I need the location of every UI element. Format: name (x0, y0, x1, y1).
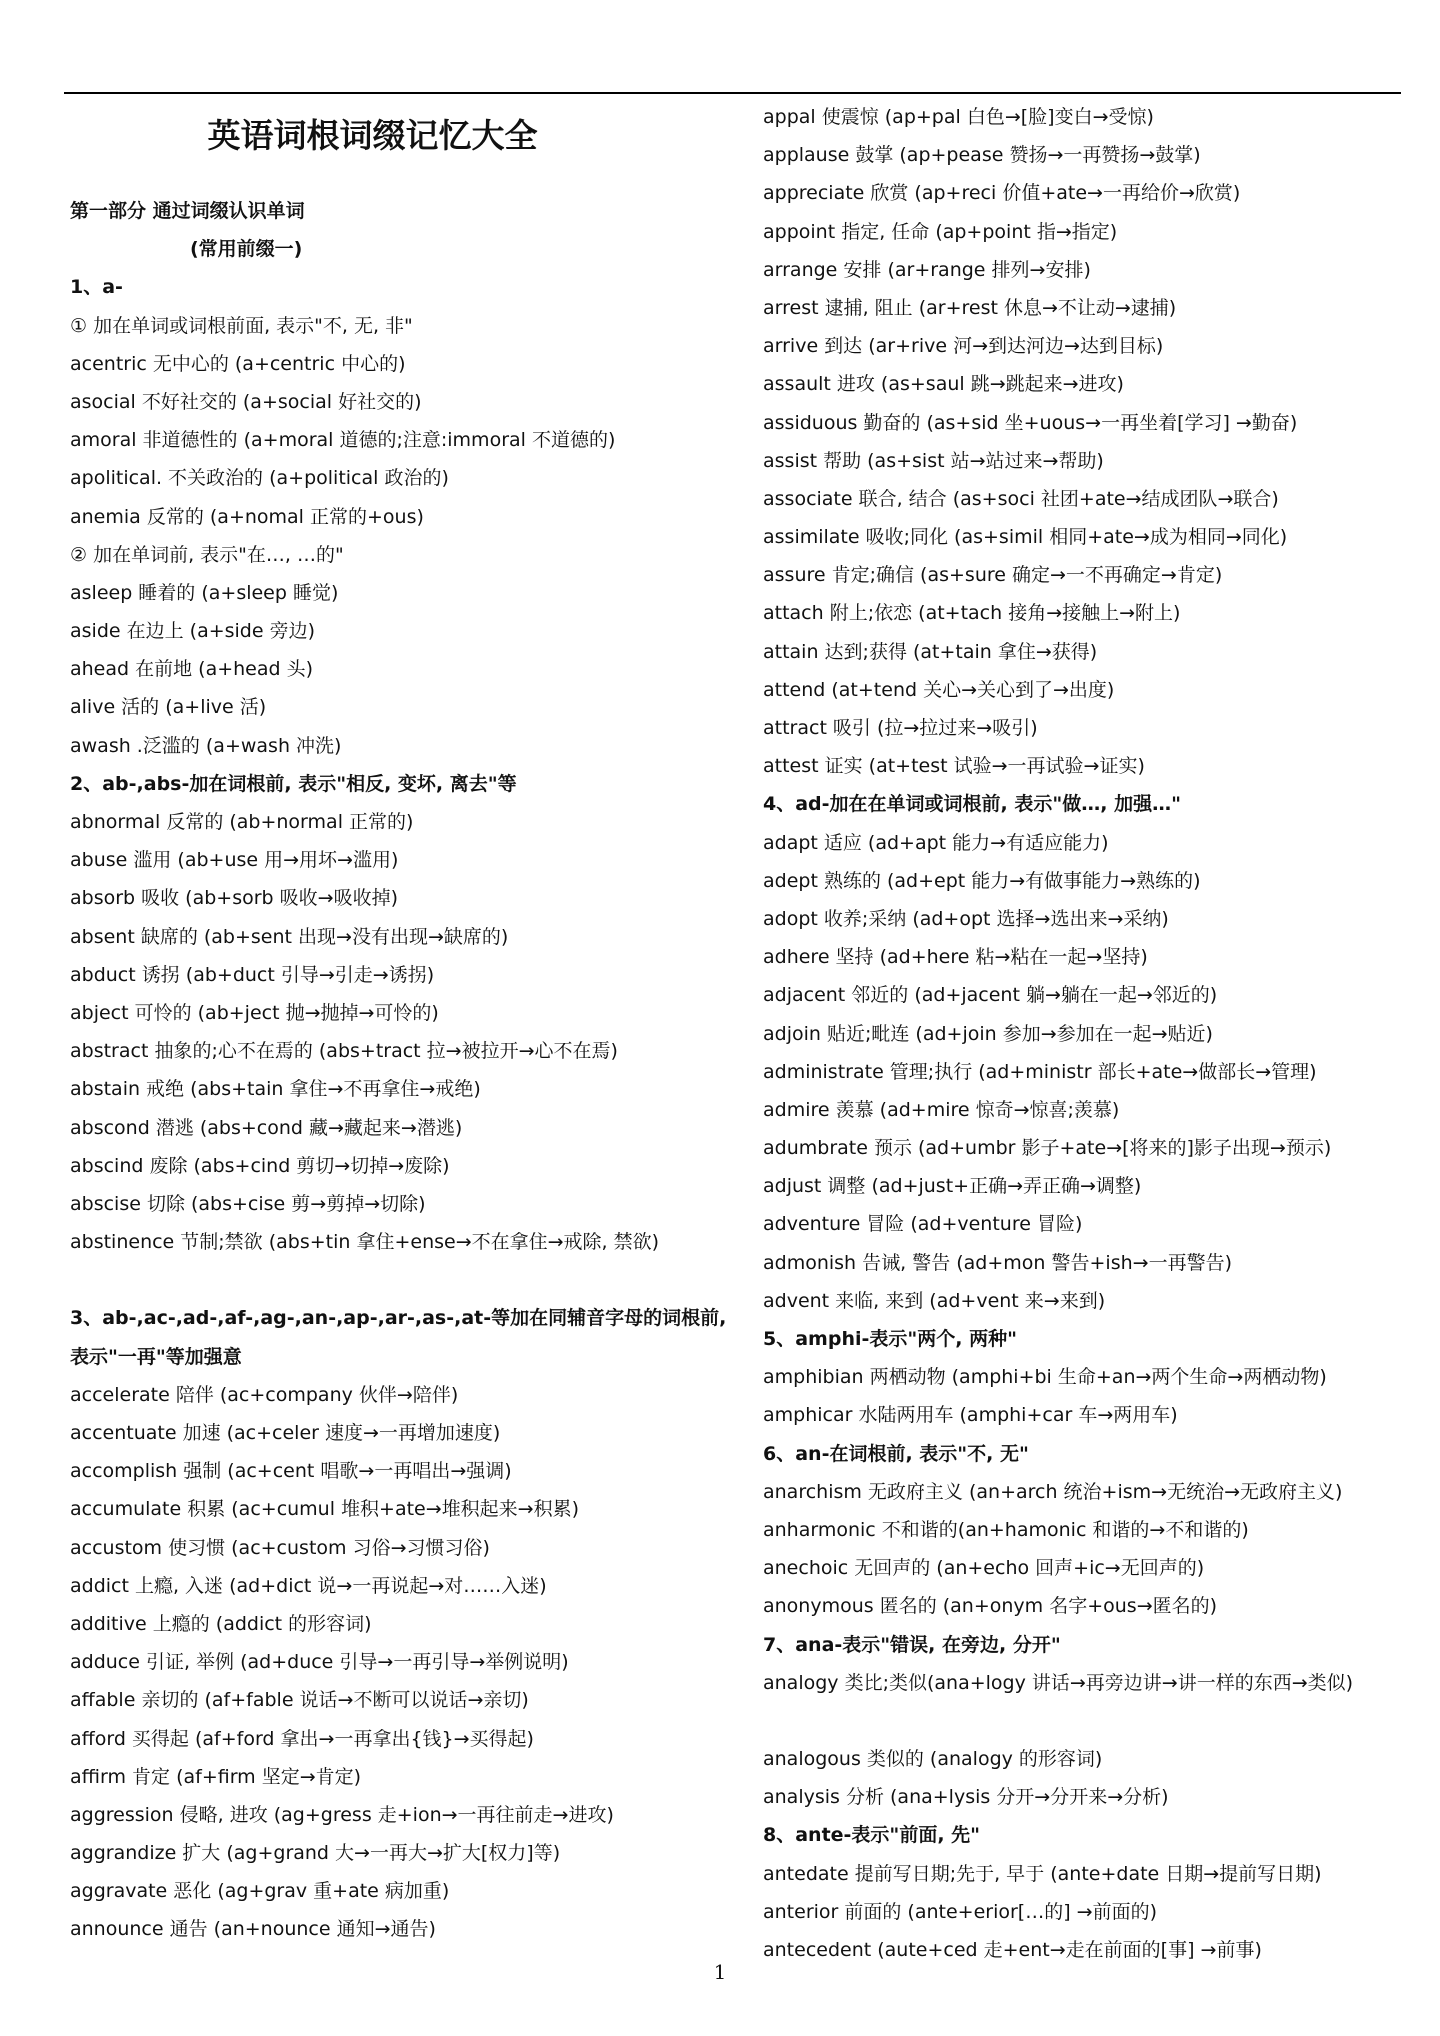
vocab-entry: analogous 类似的 (analogy 的形容词) (763, 1748, 1103, 1771)
vocab-entry: antecedent (aute+ced 走+ent→走在前面的[事] →前事) (763, 1939, 1262, 1962)
vocab-entry: abject 可怜的 (ab+ject 抛→抛掉→可怜的) (70, 1001, 439, 1024)
vocab-entry: adopt 收养;采纳 (ad+opt 选择→选出来→采纳) (763, 907, 1169, 930)
vocab-entry: adjust 调整 (ad+just+正确→弄正确→调整) (763, 1175, 1142, 1198)
vocab-entry: asocial 不好社交的 (a+social 好社交的) (70, 390, 422, 413)
vocab-entry: assist 帮助 (as+sist 站→站过来→帮助) (763, 449, 1104, 472)
vocab-entry: affable 亲切的 (af+fable 说话→不断可以说话→亲切) (70, 1689, 529, 1712)
vocab-entry: attend (at+tend 关心→关心到了→出度) (763, 678, 1115, 701)
vocab-entry: abscind 废除 (abs+cind 剪切→切掉→废除) (70, 1154, 450, 1177)
vocab-entry: appal 使震惊 (ap+pal 白色→[脸]变白→受惊) (763, 106, 1154, 128)
vocab-entry: arrive 到达 (ar+rive 河→到达河边→达到目标) (763, 335, 1164, 358)
vocab-entry: assiduous 勤奋的 (as+sid 坐+uous→一再坐着[学习] →勤奋) (763, 411, 1298, 434)
document-title: 英语词根词缀记忆大全 (207, 116, 538, 155)
vocab-entry: abuse 滥用 (ab+use 用→用坏→滥用) (70, 849, 399, 872)
vocab-entry: abstinence 节制;禁欲 (abs+tin 拿住+ense→不在拿住→戒除, 禁欲) (70, 1231, 660, 1254)
vocab-entry: associate 联合, 结合 (as+soci 社团+ate→结成团队→联合) (763, 487, 1279, 510)
vocab-entry: abscond 潜逃 (abs+cond 藏→藏起来→潜逃) (70, 1116, 463, 1139)
section-heading: 1、a- (70, 276, 123, 299)
vocab-entry: admire 羡慕 (ad+mire 惊奇→惊喜;羡慕) (763, 1098, 1120, 1121)
part-heading: 第一部分 通过词缀认识单词 (70, 200, 305, 222)
section-heading: 6、an-在词根前, 表示"不, 无" (763, 1442, 1029, 1465)
section-heading: 7、ana-表示"错误, 在旁边, 分开" (763, 1633, 1061, 1656)
vocab-entry: anonymous 匿名的 (an+onym 名字+ous→匿名的) (763, 1595, 1218, 1618)
vocab-entry: apolitical. 不关政治的 (a+political 政治的) (70, 467, 449, 490)
vocab-entry: addict 上瘾, 入迷 (ad+dict 说→一再说起→对……入迷) (70, 1574, 547, 1597)
section-heading: 3、ab-,ac-,ad-,af-,ag-,an-,ap-,ar-,as-,at-等加在同辅音字母的词根前, 表示"一再"等加强意 (70, 1307, 727, 1368)
vocab-entry: accumulate 积累 (ac+cumul 堆积+ate→堆积起来→积累) (70, 1498, 580, 1521)
vocab-entry: anterior 前面的 (ante+erior[…的] →前面的) (763, 1900, 1157, 1923)
vocab-entry: adjacent 邻近的 (ad+jacent 躺→躺在一起→邻近的) (763, 984, 1218, 1007)
vocab-entry: acentric 无中心的 (a+centric 中心的) (70, 352, 406, 375)
vocab-entry: amphicar 水陆两用车 (amphi+car 车→两用车) (763, 1404, 1178, 1427)
vocab-entry: aggression 侵略, 进攻 (ag+gress 走+ion→一再往前走→进攻) (70, 1803, 614, 1826)
vocab-entry: ahead 在前地 (a+head 头) (70, 658, 314, 681)
vocab-entry: abnormal 反常的 (ab+normal 正常的) (70, 811, 414, 833)
vocab-entry: attract 吸引 (拉→拉过来→吸引) (763, 717, 1038, 739)
right-entries (763, 98, 1428, 1969)
section-heading: 5、amphi-表示"两个, 两种" (763, 1328, 1017, 1350)
vocab-entry: awash .泛滥的 (a+wash 冲洗) (70, 734, 342, 757)
vocab-entry: appreciate 欣赏 (ap+reci 价值+ate→一再给价→欣赏) (763, 182, 1241, 205)
vocab-entry: aside 在边上 (a+side 旁边) (70, 620, 316, 643)
vocab-entry: absent 缺席的 (ab+sent 出现→没有出现→缺席的) (70, 925, 509, 948)
vocab-entry: aggrandize 扩大 (ag+grand 大→一再大→扩大[权力]等) (70, 1842, 561, 1865)
vocab-entry: accustom 使习惯 (ac+custom 习俗→习惯习俗) (70, 1536, 490, 1559)
vocab-entry: affirm 肯定 (af+firm 坚定→肯定) (70, 1765, 362, 1788)
vocab-entry: amphibian 两栖动物 (amphi+bi 生命+an→两个生命→两栖动物) (763, 1366, 1327, 1389)
vocab-entry: additive 上瘾的 (addict 的形容词) (70, 1612, 372, 1635)
vocab-entry: assimilate 吸收;同化 (as+simil 相同+ate→成为相同→同化) (763, 526, 1288, 549)
vocab-entry: anharmonic 不和谐的(an+hamonic 和谐的→不和谐的) (763, 1518, 1249, 1541)
vocab-entry: attain 达到;获得 (at+tain 拿住→获得) (763, 640, 1098, 663)
vocab-entry: assault 进攻 (as+saul 跳→跳起来→进攻) (763, 373, 1124, 396)
left-column (70, 98, 735, 1949)
vocab-entry: analysis 分析 (ana+lysis 分开→分开来→分析) (763, 1786, 1169, 1809)
vocab-entry: attest 证实 (at+test 试验→一再试验→证实) (763, 755, 1145, 778)
vocab-entry: adventure 冒险 (ad+venture 冒险) (763, 1213, 1083, 1236)
section-heading: 4、ad-加在在单词或词根前, 表示"做…, 加强…" (763, 793, 1181, 816)
title-spacer (70, 174, 735, 192)
vocab-entry: administrate 管理;执行 (ad+ministr 部长+ate→做部长→管理) (763, 1060, 1317, 1083)
vocab-entry: aggravate 恶化 (ag+grav 重+ate 病加重) (70, 1880, 450, 1903)
vocab-entry: appoint 指定, 任命 (ap+point 指→指定) (763, 220, 1118, 243)
vocab-entry: absorb 吸收 (ab+sorb 吸收→吸收掉) (70, 887, 398, 910)
vocab-entry: adduce 引证, 举例 (ad+duce 引导→一再引导→举例说明) (70, 1651, 569, 1674)
section-heading: 8、ante-表示"前面, 先" (763, 1824, 981, 1847)
vocab-entry: anarchism 无政府主义 (an+arch 统治+ism→无统治→无政府主义) (763, 1480, 1343, 1503)
vocab-entry: abscise 切除 (abs+cise 剪→剪掉→切除) (70, 1192, 426, 1215)
vocab-entry: analogy 类比;类似(ana+logy 讲话→再旁边讲→讲一样的东西→类似) (763, 1671, 1354, 1694)
section-heading: 2、ab-,abs-加在词根前, 表示"相反, 变坏, 离去"等 (70, 772, 517, 795)
vocab-entry: accomplish 强制 (ac+cent 唱歌→一再唱出→强调) (70, 1460, 512, 1483)
vocab-entry: afford 买得起 (af+ford 拿出→一再拿出{钱}→买得起) (70, 1727, 534, 1750)
top-rule (64, 92, 1401, 94)
vocab-entry: antedate 提前写日期;先于, 早于 (ante+date 日期→提前写日期) (763, 1862, 1322, 1885)
vocab-entry: adept 熟练的 (ad+ept 能力→有做事能力→熟练的) (763, 869, 1201, 892)
vocab-entry: ① 加在单词或词根前面, 表示"不, 无, 非" (70, 314, 413, 337)
vocab-entry: advent 来临, 来到 (ad+vent 来→来到) (763, 1289, 1106, 1312)
vocab-entry: asleep 睡着的 (a+sleep 睡觉) (70, 581, 339, 604)
vocab-entry: ② 加在单词前, 表示"在…, …的" (70, 543, 344, 566)
vocab-entry: anechoic 无回声的 (an+echo 回声+ic→无回声的) (763, 1557, 1205, 1580)
vocab-entry: arrange 安排 (ar+range 排列→安排) (763, 258, 1091, 281)
vocab-entry: abstract 抽象的;心不在焉的 (abs+tract 拉→被拉开→心不在焉) (70, 1040, 618, 1063)
vocab-entry: adapt 适应 (ad+apt 能力→有适应能力) (763, 831, 1109, 854)
vocab-entry: arrest 逮捕, 阻止 (ar+rest 休息→不让动→逮捕) (763, 296, 1177, 319)
left-entries (70, 268, 735, 1948)
vocab-entry: accelerate 陪伴 (ac+company 伙伴→陪伴) (70, 1383, 459, 1406)
part-subheading: (常用前缀一) (190, 238, 303, 261)
vocab-entry: adjoin 贴近;毗连 (ad+join 参加→参加在一起→贴近) (763, 1022, 1213, 1045)
vocab-entry: adumbrate 预示 (ad+umbr 影子+ate→[将来的]影子出现→预示) (763, 1137, 1332, 1160)
vocab-entry: adhere 坚持 (ad+here 粘→粘在一起→坚持) (763, 946, 1148, 969)
vocab-entry: amoral 非道德性的 (a+moral 道德的;注意:immoral 不道德的) (70, 429, 616, 452)
vocab-entry: alive 活的 (a+live 活) (70, 696, 267, 719)
vocab-entry: attach 附上;依恋 (at+tach 接角→接触上→附上) (763, 602, 1181, 625)
page-number: 1 (713, 1960, 727, 1984)
vocab-entry: abduct 诱拐 (ab+duct 引导→引走→诱拐) (70, 963, 435, 986)
vocab-entry: admonish 告诫, 警告 (ad+mon 警告+ish→一再警告) (763, 1251, 1232, 1274)
vocab-entry: accentuate 加速 (ac+celer 速度→一再增加速度) (70, 1422, 501, 1445)
vocab-entry: assure 肯定;确信 (as+sure 确定→一不再确定→肯定) (763, 564, 1223, 587)
vocab-entry: announce 通告 (an+nounce 通知→通告) (70, 1918, 436, 1941)
vocab-entry: applause 鼓掌 (ap+pease 赞扬→一再赞扬→鼓掌) (763, 144, 1201, 167)
vocab-entry: anemia 反常的 (a+nomal 正常的+ous) (70, 505, 424, 528)
vocab-entry: abstain 戒绝 (abs+tain 拿住→不再拿住→戒绝) (70, 1078, 481, 1101)
right-column (763, 98, 1428, 1969)
